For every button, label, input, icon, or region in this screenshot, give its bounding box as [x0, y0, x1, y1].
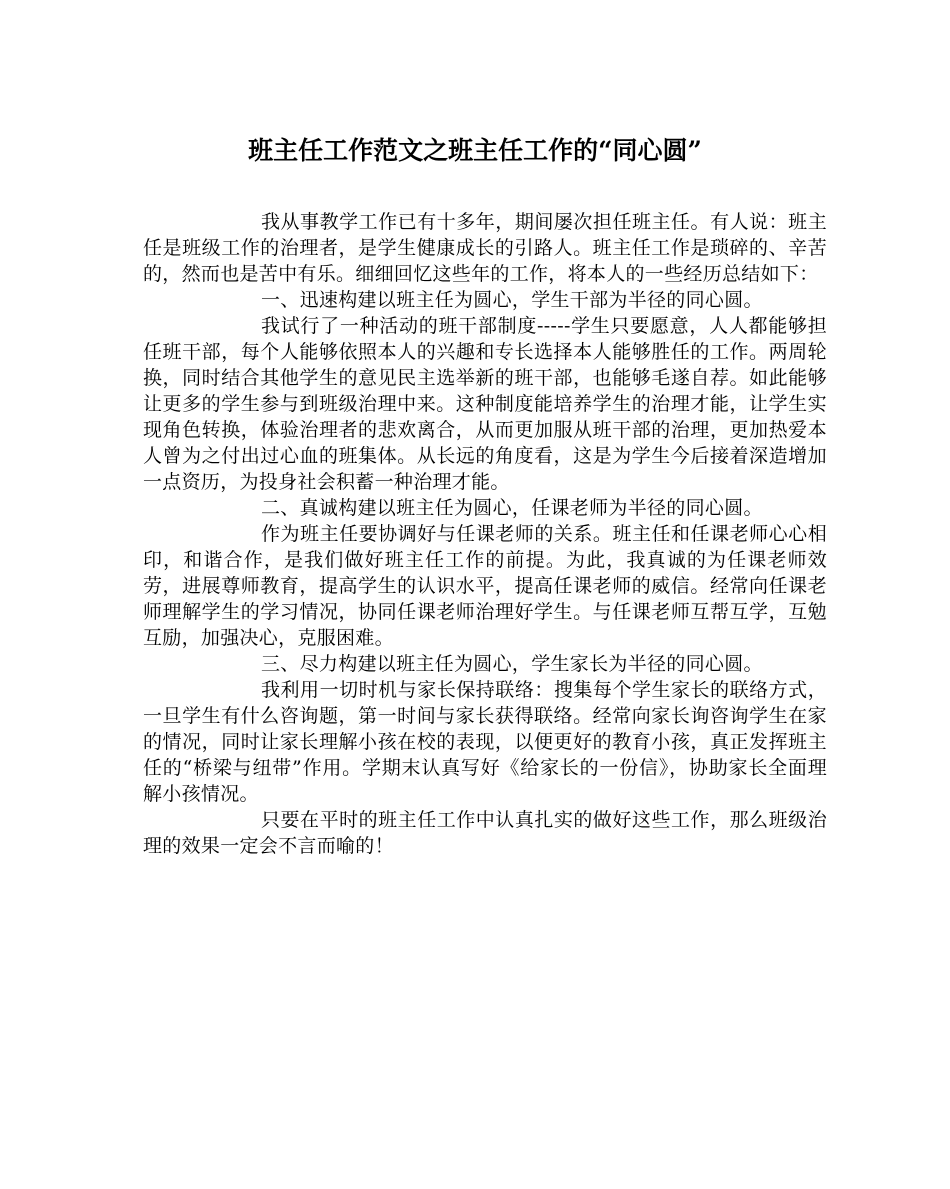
document-title: 班主任工作范文之班主任工作的“同心圆”	[248, 136, 702, 165]
paragraph-section-1: 我试行了一种活动的班干部制度-----学生只要愿意，人人都能够担任班干部，每个人能够依照本人的兴趣和专长选择本人能够胜任的工作。两周轮换，同时结合其他学生的意见民主选举新的班干部，也能够毛遂自荐。如此能够让更多的学生参与到班级治理中来。这种制度能培养学生的治理才能，让学生实现角色转换，体验治理者的悲欢离合，从而更加服从班干部的治理，更加热爱本人曾为之付出过心血的班集体。从长远的角度看，这是为学生今后接着深造增加一点资历，为投身社会积蓄一种治理才能。	[143, 315, 827, 493]
section-heading-1: 一、迅速构建以班主任为圆心，学生干部为半径的同心圆。	[261, 289, 763, 311]
section-heading-2: 二、真诚构建以班主任为圆心，任课老师为半径的同心圆。	[261, 497, 763, 519]
section-heading-3: 三、尽力构建以班主任为圆心，学生家长为半径的同心圆。	[261, 653, 763, 675]
paragraph-section-2: 作为班主任要协调好与任课老师的关系。班主任和任课老师心心相印，和谐合作，是我们做好班主任工作的前提。为此，我真诚的为任课老师效劳，进展尊师教育，提高学生的认识水平，提高任课老师的威信。经常向任课老师理解学生的学习情况，协同任课老师治理好学生。与任课老师互帮互学，互勉互励，加强决心，克服困难。	[143, 523, 827, 649]
document-body	[143, 209, 827, 859]
paragraph-section-3: 我利用一切时机与家长保持联络：搜集每个学生家长的联络方式，一旦学生有什么咨询题，第一时间与家长获得联络。经常向家长询咨询学生在家的情况，同时让家长理解小孩在校的表现，以便更好的教育小孩，真正发挥班主任的“桥梁与纽带”作用。学期末认真写好《给家长的一份信》，协助家长全面理解小孩情况。	[143, 679, 827, 805]
paragraph-intro: 我从事教学工作已有十多年，期间屡次担任班主任。有人说：班主任是班级工作的治理者，是学生健康成长的引路人。班主任工作是琐碎的、辛苦的，然而也是苦中有乐。细细回忆这些年的工作，将本人的一些经历总结如下：	[143, 211, 827, 285]
paragraph-conclusion: 只要在平时的班主任工作中认真扎实的做好这些工作，那么班级治理的效果一定会不言而喻的！	[143, 809, 827, 857]
